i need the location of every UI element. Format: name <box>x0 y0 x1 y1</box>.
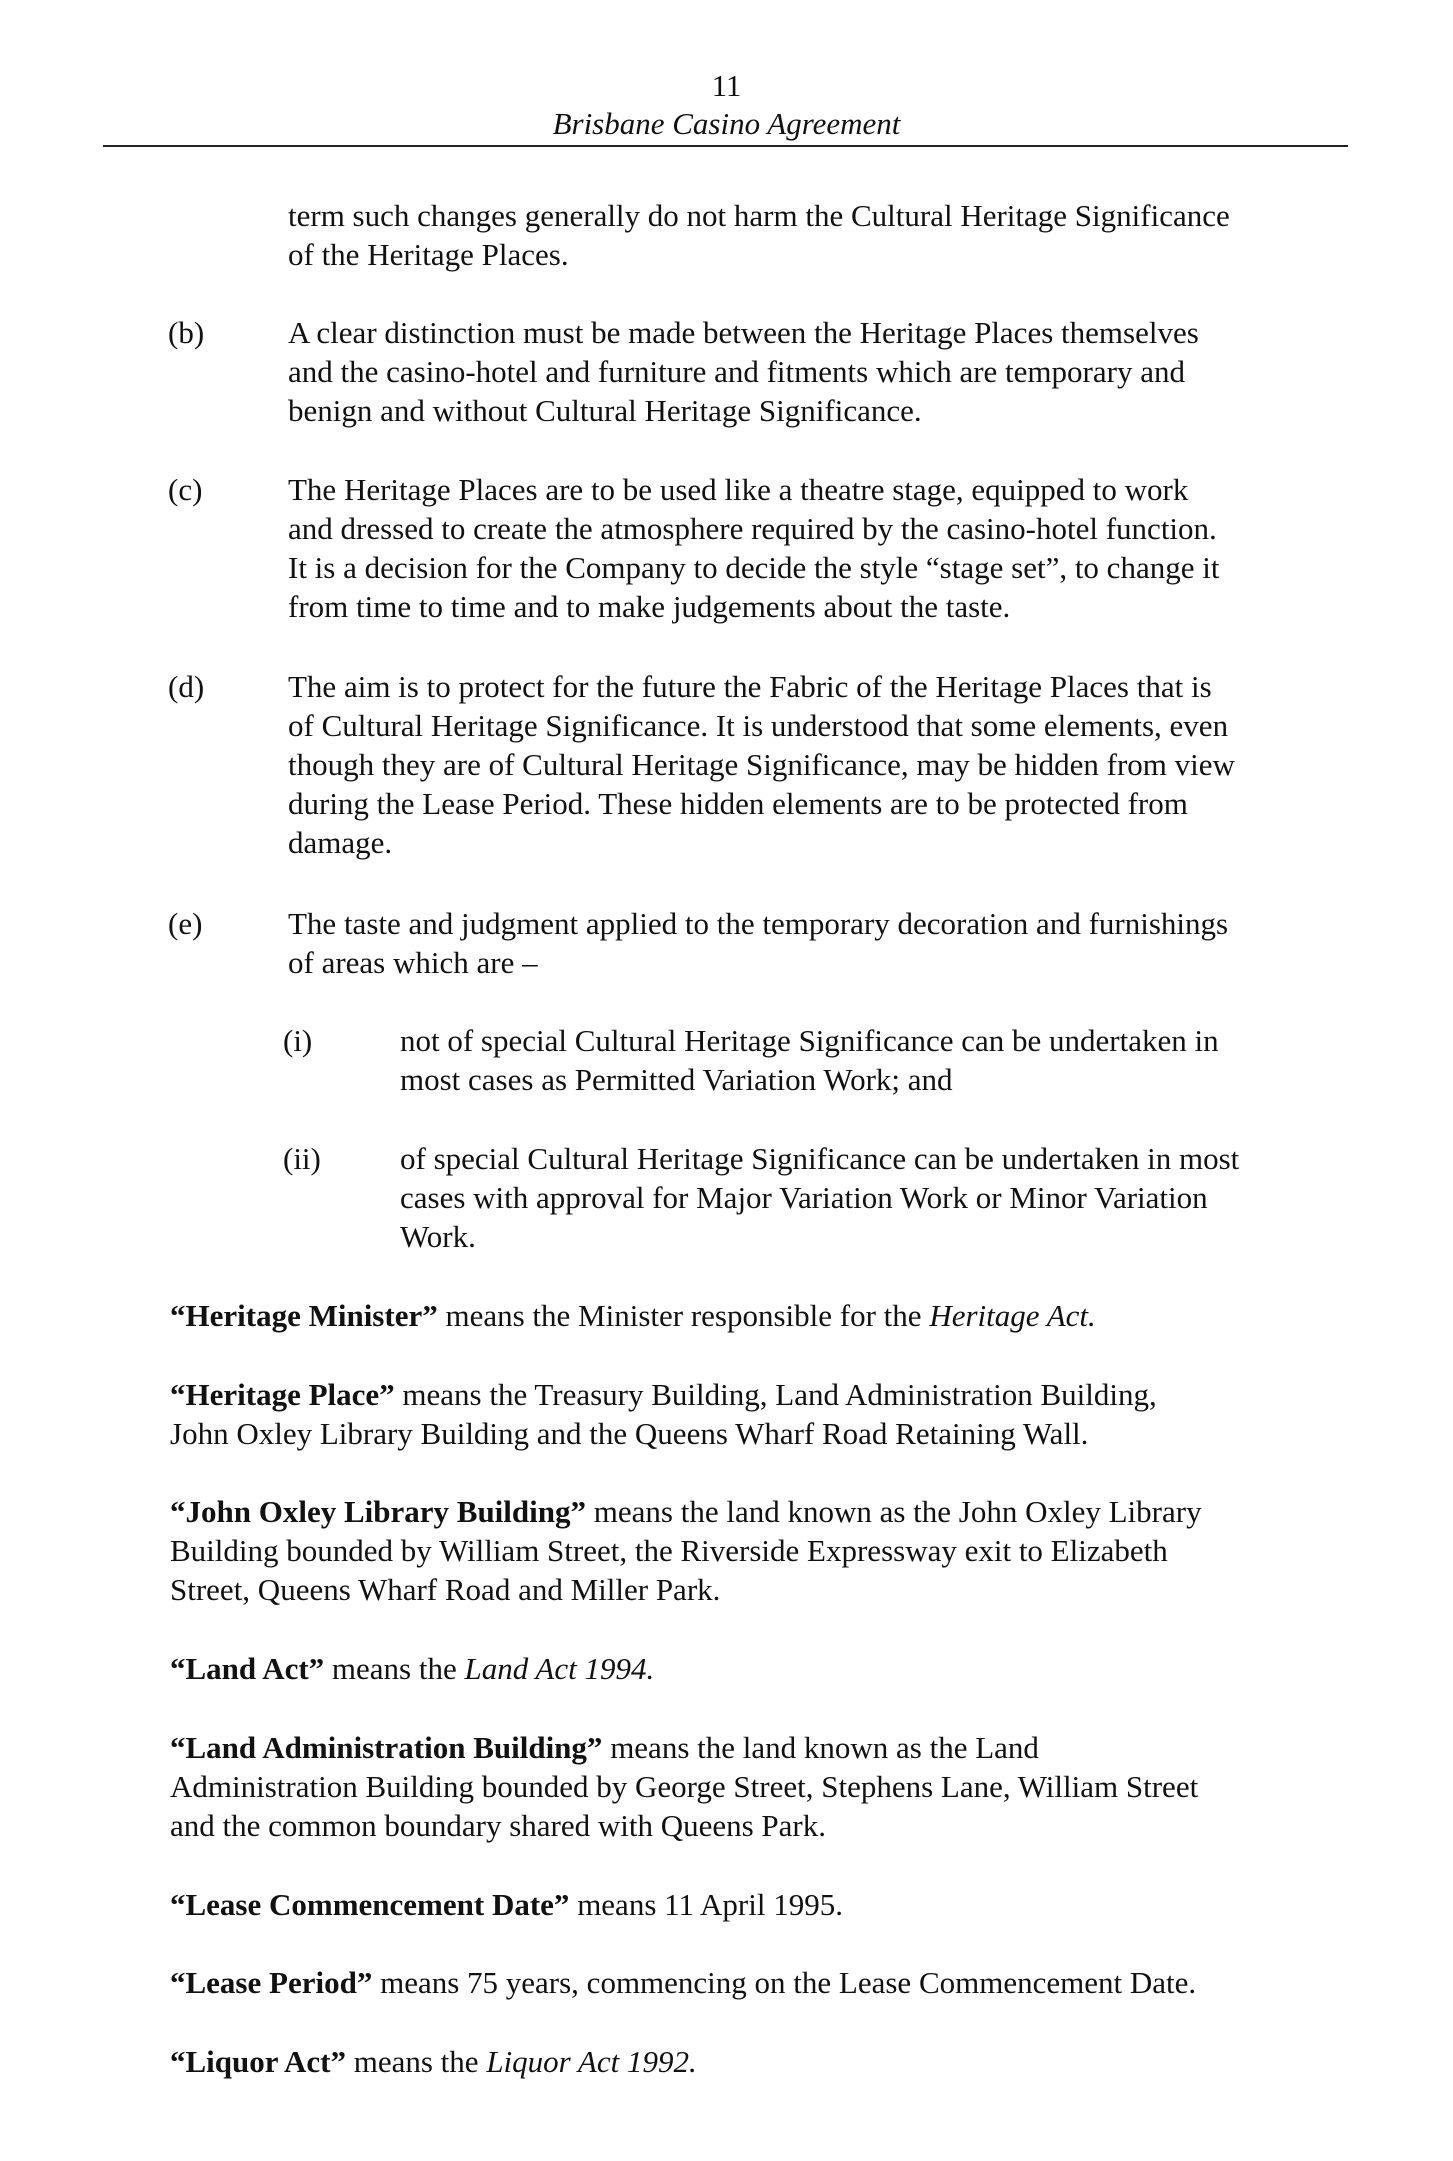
clause-label-d: (d) <box>168 669 205 704</box>
running-title: Brisbane Casino Agreement <box>552 106 901 141</box>
subclause-i <box>400 1021 1219 1099</box>
header-rule <box>103 145 1348 147</box>
definition-heritage-place <box>170 1375 1157 1453</box>
text-line <box>170 1963 1196 2002</box>
defined-term: “Lease Commencement Date” <box>170 1887 570 1922</box>
text-line: of the Heritage Places. <box>288 237 569 272</box>
definition-heritage-minister <box>170 1296 1096 1335</box>
text-line: most cases as Permitted Variation Work; and <box>400 1062 953 1097</box>
text-line: Administration Building bounded by George Street, Stephens Lane, William Street <box>170 1769 1199 1804</box>
text-line: and the common boundary shared with Queens Park. <box>170 1808 827 1843</box>
definition-text: means the land known as the John Oxley Library <box>586 1494 1202 1529</box>
text-line: not of special Cultural Heritage Significance can be undertaken in <box>400 1023 1219 1058</box>
definition-lease-commencement-date <box>170 1885 843 1924</box>
text-line: The Heritage Places are to be used like a theatre stage, equipped to work <box>288 472 1189 507</box>
text-line: term such changes generally do not harm the Cultural Heritage Significance <box>288 198 1230 233</box>
defined-term: “Land Administration Building” <box>170 1730 603 1765</box>
subclause-label-i: (i) <box>283 1023 313 1058</box>
text-line: damage. <box>288 825 393 860</box>
defined-term: “Liquor Act” <box>170 2044 346 2079</box>
text-line: The taste and judgment applied to the temporary decoration and furnishings <box>288 906 1229 941</box>
text-line <box>170 1649 654 1688</box>
definition-liquor-act <box>170 2042 697 2081</box>
page-number: 11 <box>711 68 742 103</box>
text-line: during the Lease Period. These hidden elements are to be protected from <box>288 786 1188 821</box>
defined-term: “Lease Period” <box>170 1965 373 2000</box>
definition-text: means 11 April 1995. <box>569 1887 843 1922</box>
definition-text: means the <box>345 2044 487 2079</box>
text-line: and dressed to create the atmosphere required by the casino-hotel function. <box>288 511 1217 546</box>
clause-label-b: (b) <box>168 315 205 350</box>
clause-continued <box>288 196 1230 274</box>
text-line: The aim is to protect for the future the Fabric of the Heritage Places that is <box>288 669 1212 704</box>
clause-c <box>288 470 1219 626</box>
definition-text: means the <box>324 1651 465 1686</box>
punctuation: . <box>1088 1298 1096 1333</box>
subclause-ii <box>400 1139 1239 1256</box>
text-line: John Oxley Library Building and the Queens Wharf Road Retaining Wall. <box>170 1416 1089 1451</box>
definition-land-administration-building <box>170 1728 1198 1845</box>
text-line: benign and without Cultural Heritage Significance. <box>288 393 922 428</box>
text-line: Street, Queens Wharf Road and Miller Park. <box>170 1572 721 1607</box>
text-line: though they are of Cultural Heritage Significance, may be hidden from view <box>288 747 1235 782</box>
definition-text: means the Minister responsible for the <box>437 1298 930 1333</box>
defined-term: “John Oxley Library Building” <box>170 1494 587 1529</box>
definition-text: means the land known as the Land <box>602 1730 1039 1765</box>
definition-text: means 75 years, commencing on the Lease Commencement Date. <box>372 1965 1197 2000</box>
clause-label-e: (e) <box>168 906 203 941</box>
text-line: of areas which are – <box>288 945 538 980</box>
clause-label-c: (c) <box>168 472 203 507</box>
text-line: and the casino-hotel and furniture and fitments which are temporary and <box>288 354 1185 389</box>
definition-text: means the Treasury Building, Land Administration Building, <box>394 1377 1157 1412</box>
punctuation: . <box>688 2044 697 2079</box>
text-line <box>170 1885 843 1924</box>
text-line <box>170 2042 697 2081</box>
definition-land-act <box>170 1649 654 1688</box>
definition-lease-period <box>170 1963 1196 2002</box>
text-line: from time to time and to make judgements about the taste. <box>288 589 1011 624</box>
text-line <box>170 1375 1157 1414</box>
definition-john-oxley-library-building <box>170 1492 1202 1609</box>
clause-b <box>288 313 1199 430</box>
subclause-label-ii: (ii) <box>283 1141 321 1176</box>
text-line: of Cultural Heritage Significance. It is understood that some elements, even <box>288 708 1229 743</box>
act-title: Heritage Act <box>929 1298 1089 1333</box>
defined-term: “Heritage Place” <box>170 1377 395 1412</box>
text-line: cases with approval for Major Variation Work or Minor Variation <box>400 1180 1208 1215</box>
text-line: A clear distinction must be made between the Heritage Places themselves <box>288 315 1199 350</box>
text-line <box>170 1296 1096 1335</box>
act-title: Land Act 1994 <box>464 1651 647 1686</box>
act-title: Liquor Act 1992 <box>486 2044 689 2079</box>
defined-term: “Land Act” <box>170 1651 325 1686</box>
text-line <box>170 1492 1202 1531</box>
clause-e <box>288 904 1228 982</box>
text-line: Work. <box>400 1219 476 1254</box>
text-line: It is a decision for the Company to decide the style “stage set”, to change it <box>288 550 1220 585</box>
text-line <box>170 1728 1198 1767</box>
text-line: Building bounded by William Street, the Riverside Expressway exit to Elizabeth <box>170 1533 1168 1568</box>
text-line: of special Cultural Heritage Significance can be undertaken in most <box>400 1141 1240 1176</box>
clause-d <box>288 667 1235 862</box>
defined-term: “Heritage Minister” <box>170 1298 438 1333</box>
punctuation: . <box>646 1651 655 1686</box>
